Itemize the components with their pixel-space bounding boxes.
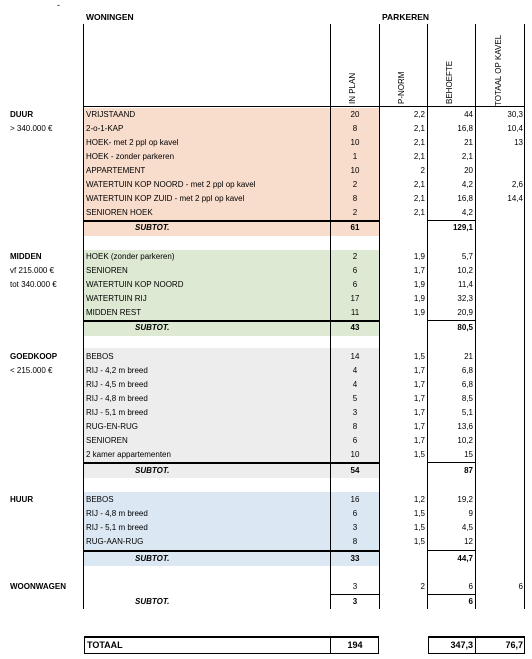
duur-row-6-beh: 4,2	[461, 180, 473, 189]
midden-row-4-beh: 32,3	[457, 294, 473, 303]
goedkoop-row-1-name: BEBOS	[86, 352, 114, 361]
header-behoefte: BEHOEFTE	[445, 60, 454, 104]
goedkoop-row-6-beh: 13,6	[457, 422, 473, 431]
duur-row-2-beh: 16,8	[457, 124, 473, 133]
midden-subtot-plan: 43	[350, 323, 360, 332]
midden-row-2-plan: 6	[352, 266, 358, 275]
goedkoop-subtot-plan: 54	[350, 466, 360, 475]
goedkoop-row-8-beh: 15	[464, 450, 473, 459]
midden-row-3-pnorm: 1,9	[413, 280, 425, 289]
duur-row-7-name: WATERTUIN KOP ZUID - met 2 ppl op kavel	[86, 194, 245, 203]
huur-subtot-label: SUBTOT.	[135, 554, 170, 563]
woonwagen-subtot-label: SUBTOT.	[135, 597, 170, 606]
midden-row-3-plan: 6	[352, 280, 358, 289]
woonwagen-pnorm: 2	[420, 582, 425, 591]
goedkoop-row-7-name: SENIOREN	[86, 436, 128, 445]
goedkoop-row-5-beh: 5,1	[461, 408, 473, 417]
header-rule	[84, 106, 525, 107]
duur-row-4-name: HOEK - zonder parkeren	[86, 152, 175, 161]
duur-row-2-pnorm: 2,1	[413, 124, 425, 133]
cat-woonwagen: WOONWAGEN	[10, 582, 66, 591]
duur-row-8-pnorm: 2,1	[413, 208, 425, 217]
corner-mark: -	[57, 0, 60, 10]
goedkoop-subtot-label: SUBTOT.	[135, 466, 170, 475]
goedkoop-row-1-beh: 21	[464, 352, 473, 361]
goedkoop-row-6-plan: 8	[352, 422, 358, 431]
duur-row-4-pnorm: 2,1	[413, 152, 425, 161]
goedkoop-row-3-name: RIJ - 4,5 m breed	[86, 380, 148, 389]
duur-row-1-name: VRIJSTAAND	[86, 110, 136, 119]
midden-row-5-beh: 20,9	[457, 308, 473, 317]
goedkoop-row-7-beh: 10,2	[457, 436, 473, 445]
totaal-label: TOTAAL	[87, 640, 123, 650]
midden-row-2-beh: 10,2	[457, 266, 473, 275]
midden-row-2-pnorm: 1,7	[413, 266, 425, 275]
goedkoop-row-3-pnorm: 1,7	[413, 380, 425, 389]
goedkoop-row-2-pnorm: 1,7	[413, 366, 425, 375]
huur-row-1-plan: 16	[350, 495, 360, 504]
midden-row-1-plan: 2	[352, 252, 358, 261]
huur-subtot-rule-beh	[428, 550, 475, 551]
totaal-plan: 194	[347, 640, 363, 650]
huur-row-2-name: RIJ - 4,8 m breed	[86, 509, 148, 518]
goedkoop-row-7-plan: 6	[352, 436, 358, 445]
cat-midden-sub1: vf 215.000 €	[10, 266, 55, 275]
woonwagen-tot: 6	[518, 582, 523, 591]
goedkoop-row-5-name: RIJ - 5,1 m breed	[86, 408, 148, 417]
huur-row-1-name: BEBOS	[86, 495, 114, 504]
goedkoop-row-2-plan: 4	[352, 366, 358, 375]
goedkoop-row-8-name: 2 kamer appartementen	[86, 450, 171, 459]
goedkoop-row-7-pnorm: 1,7	[413, 436, 425, 445]
goedkoop-row-4-beh: 8,5	[461, 394, 473, 403]
duur-row-6-pnorm: 2,1	[413, 180, 425, 189]
duur-row-4-plan: 1	[352, 152, 358, 161]
duur-row-8-tot	[476, 206, 525, 220]
goedkoop-row-4-pnorm: 1,7	[413, 394, 425, 403]
huur-row-3-name: RIJ - 5,1 m breed	[86, 523, 148, 532]
duur-row-1-beh: 44	[464, 110, 473, 119]
duur-row-5-beh: 20	[464, 166, 473, 175]
huur-row-1-beh: 19,2	[457, 495, 473, 504]
midden-row-5-name: MIDDEN REST	[86, 308, 142, 317]
goedkoop-row-1-pnorm: 1,5	[413, 352, 425, 361]
midden-row-1-beh: 5,7	[461, 252, 473, 261]
goedkoop-row-5-pnorm: 1,7	[413, 408, 425, 417]
midden-row-4-plan: 17	[350, 294, 360, 303]
totaal-tot: 76,7	[505, 640, 523, 650]
midden-row-5-plan: 11	[350, 308, 360, 317]
midden-row-1-name: HOEK (zonder parkeren)	[86, 252, 175, 261]
duur-row-2-plan: 8	[352, 124, 358, 133]
huur-row-4-plan: 8	[352, 537, 358, 546]
cat-goedkoop: GOEDKOOP	[10, 352, 58, 361]
header-parkeren: PARKEREN	[382, 12, 430, 22]
goedkoop-row-4-name: RIJ - 4,8 m breed	[86, 394, 148, 403]
huur-subtot-beh: 44,7	[457, 554, 473, 563]
huur-subtot-plan: 33	[350, 554, 360, 563]
goedkoop-row-2-name: RIJ - 4,2 m breed	[86, 366, 148, 375]
cat-huur: HUUR	[10, 495, 34, 504]
huur-row-2-beh: 9	[468, 509, 473, 518]
goedkoop-row-4-plan: 5	[352, 394, 358, 403]
huur-row-3-plan: 3	[352, 523, 358, 532]
goedkoop-row-5-plan: 3	[352, 408, 358, 417]
huur-row-3-beh: 4,5	[461, 523, 473, 532]
goedkoop-row-2-beh: 6,8	[461, 366, 473, 375]
huur-row-4-beh: 12	[464, 537, 473, 546]
duur-row-1-pnorm: 2,2	[413, 110, 425, 119]
header-woningen: WONINGEN	[86, 12, 134, 22]
goedkoop-row-3-beh: 6,8	[461, 380, 473, 389]
duur-row-3-name: HOEK- met 2 ppl op kavel	[86, 138, 179, 147]
duur-row-7-pnorm: 2,1	[413, 194, 425, 203]
midden-row-4-name: WATERTUIN RIJ	[86, 294, 147, 303]
duur-row-3-tot: 13	[514, 138, 523, 147]
header-p-norm: P-NORM	[397, 71, 406, 104]
duur-row-6-tot: 2,6	[511, 180, 523, 189]
duur-row-3-beh: 21	[464, 138, 473, 147]
huur-row-3-pnorm: 1,5	[413, 523, 425, 532]
woonwagen-subtot-plan: 3	[352, 597, 358, 606]
midden-row-1-pnorm: 1,9	[413, 252, 425, 261]
duur-row-5-pnorm: 2	[420, 166, 425, 175]
duur-row-4-beh: 2,1	[461, 152, 473, 161]
cat-goedkoop-sub: < 215.000 €	[10, 366, 53, 375]
cat-duur: DUUR	[10, 110, 34, 119]
duur-row-5-tot	[476, 164, 525, 178]
midden-row-2-name: SENIOREN	[86, 266, 128, 275]
duur-row-5-name: APPARTEMENT	[86, 166, 146, 175]
goedkoop-subtot-beh: 87	[464, 466, 473, 475]
duur-row-2-tot: 10,4	[507, 124, 523, 133]
duur-row-4-tot	[476, 150, 525, 164]
midden-row-3-name: WATERTUIN KOP NOORD	[86, 280, 184, 289]
duur-row-7-tot: 14,4	[507, 194, 523, 203]
goedkoop-row-1-plan: 14	[350, 352, 360, 361]
duur-row-2-name: 2-o-1-KAP	[86, 124, 124, 133]
huur-row-2-pnorm: 1,5	[413, 509, 425, 518]
duur-row-5-plan: 10	[350, 166, 360, 175]
duur-row-7-plan: 8	[352, 194, 358, 203]
midden-subtot-beh: 80,5	[457, 323, 473, 332]
huur-row-4-pnorm: 1,5	[413, 537, 425, 546]
midden-row-3-beh: 11,4	[458, 280, 473, 289]
midden-row-5-pnorm: 1,9	[413, 308, 425, 317]
goedkoop-row-3-plan: 4	[352, 380, 358, 389]
midden-row-4-pnorm: 1,9	[413, 294, 425, 303]
goedkoop-subtot-rule-beh	[428, 462, 475, 463]
duur-row-8-beh: 4,2	[461, 208, 473, 217]
duur-row-3-pnorm: 2,1	[413, 138, 425, 147]
duur-row-3-plan: 10	[350, 138, 360, 147]
midden-subtot-label: SUBTOT.	[135, 323, 170, 332]
col-line-left	[83, 24, 84, 609]
duur-row-8-name: SENIOREN HOEK	[86, 208, 153, 217]
goedkoop-row-8-pnorm: 1,5	[413, 450, 425, 459]
cat-duur-sub: > 340.000 €	[10, 124, 53, 133]
goedkoop-row-6-name: RUG-EN-RUG	[86, 422, 138, 431]
woonwagen-subtot-beh: 6	[468, 597, 473, 606]
duur-row-1-plan: 20	[350, 110, 360, 119]
duur-row-8-plan: 2	[352, 208, 358, 217]
goedkoop-row-8-plan: 10	[350, 450, 360, 459]
woonwagen-plan: 3	[352, 582, 358, 591]
duur-row-1-tot: 30,3	[507, 110, 523, 119]
duur-row-6-name: WATERTUIN KOP NOORD - met 2 ppl op kavel	[86, 180, 256, 189]
woonwagen-beh: 6	[468, 582, 473, 591]
cat-midden: MIDDEN	[10, 252, 42, 261]
duur-subtot-plan: 61	[350, 223, 360, 232]
header-in-plan: IN PLAN	[348, 72, 357, 104]
duur-subtot-label: SUBTOT.	[135, 223, 170, 232]
totaal-beh: 347,3	[450, 640, 473, 650]
header-totaal-op-kavel: TOTAAL OP KAVEL	[494, 34, 503, 106]
huur-row-4-name: RUG-AAN-RUG	[86, 537, 144, 546]
duur-subtot-beh: 129,1	[452, 223, 473, 232]
huur-row-1-pnorm: 1,2	[413, 495, 425, 504]
goedkoop-row-6-pnorm: 1,7	[413, 422, 425, 431]
huur-row-2-plan: 6	[352, 509, 358, 518]
cat-midden-sub2: tot 340.000 €	[10, 280, 57, 289]
duur-row-6-plan: 2	[352, 180, 358, 189]
duur-row-7-beh: 16,8	[457, 194, 473, 203]
